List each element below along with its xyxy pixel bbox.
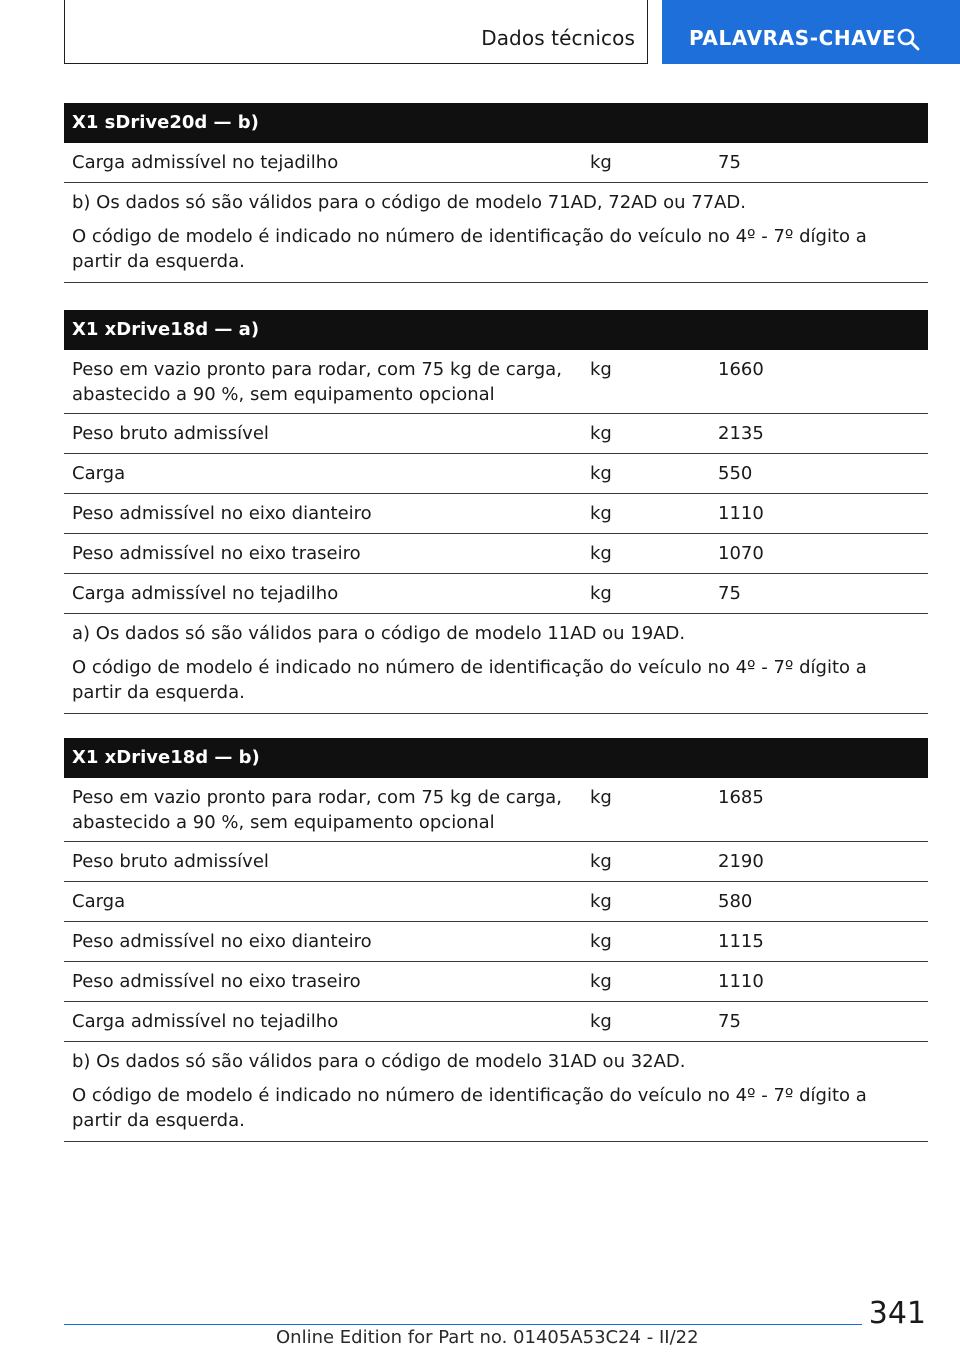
footer-divider [64, 1324, 862, 1325]
row-value: 75 [718, 1011, 741, 1032]
row-label: Carga [72, 463, 126, 484]
table-notes [64, 1042, 928, 1142]
row-unit: kg [590, 543, 612, 564]
row-label: Carga admissível no tejadilho [72, 583, 339, 604]
row-value: 2135 [718, 423, 764, 444]
table-row [64, 842, 928, 882]
note-model-code: O código de modelo é indicado no número de identificação do veículo no 4º - 7º dígito a partir da esquerda. [72, 657, 867, 703]
row-unit: kg [590, 423, 612, 444]
row-value: 1115 [718, 931, 764, 952]
note-footnote: b) Os dados só são válidos para o código de modelo 71AD, 72AD ou 77AD. [72, 192, 747, 213]
row-unit: kg [590, 583, 612, 604]
table-notes [64, 183, 928, 283]
table-title: X1 xDrive18d — a) [64, 310, 928, 350]
table-row [64, 454, 928, 494]
row-unit: kg [590, 931, 612, 952]
row-unit: kg [590, 503, 612, 524]
row-label: Peso em vazio pronto para rodar, com 75 kg de carga, abastecido a 90 %, sem equipamento opcional [72, 787, 562, 833]
row-unit: kg [590, 1011, 612, 1032]
row-label: Peso admissível no eixo traseiro [72, 543, 361, 564]
table-row [64, 143, 928, 183]
spec-table-sdrive20d-b [64, 103, 928, 283]
spec-table-xdrive18d-a [64, 310, 928, 714]
page-number: 341 [868, 1296, 926, 1331]
table-title: X1 sDrive20d — b) [64, 103, 928, 143]
row-value: 1685 [718, 787, 764, 808]
row-value: 75 [718, 583, 741, 604]
row-unit: kg [590, 787, 612, 808]
table-row [64, 922, 928, 962]
row-value: 2190 [718, 851, 764, 872]
row-label: Peso admissível no eixo dianteiro [72, 503, 372, 524]
row-label: Peso admissível no eixo dianteiro [72, 931, 372, 952]
table-row [64, 778, 928, 842]
row-label: Carga admissível no tejadilho [72, 152, 339, 173]
row-value: 1110 [718, 503, 764, 524]
row-value: 1660 [718, 359, 764, 380]
note-model-code: O código de modelo é indicado no número de identificação do veículo no 4º - 7º dígito a partir da esquerda. [72, 226, 867, 272]
note-model-code: O código de modelo é indicado no número de identificação do veículo no 4º - 7º dígito a partir da esquerda. [72, 1085, 867, 1131]
row-value: 75 [718, 152, 741, 173]
row-value: 580 [718, 891, 753, 912]
row-unit: kg [590, 891, 612, 912]
table-row [64, 1002, 928, 1042]
table-row [64, 962, 928, 1002]
table-title: X1 xDrive18d — b) [64, 738, 928, 778]
note-footnote: b) Os dados só são válidos para o código de modelo 31AD ou 32AD. [72, 1051, 686, 1072]
row-value: 550 [718, 463, 753, 484]
table-row [64, 882, 928, 922]
row-unit: kg [590, 152, 612, 173]
table-row [64, 350, 928, 414]
search-icon [896, 27, 920, 51]
row-label: Peso em vazio pronto para rodar, com 75 kg de carga, abastecido a 90 %, sem equipamento opcional [72, 359, 562, 405]
row-unit: kg [590, 463, 612, 484]
header-section-box [64, 0, 648, 64]
row-label: Peso admissível no eixo traseiro [72, 971, 361, 992]
edition-text: Online Edition for Part no. 01405A53C24 - II/22 [276, 1327, 699, 1348]
row-unit: kg [590, 851, 612, 872]
row-unit: kg [590, 971, 612, 992]
row-label: Carga admissível no tejadilho [72, 1011, 339, 1032]
table-row [64, 414, 928, 454]
keywords-button-label: PALAVRAS-CHAVE [689, 26, 897, 50]
note-footnote: a) Os dados só são válidos para o código de modelo 11AD ou 19AD. [72, 623, 686, 644]
row-value: 1070 [718, 543, 764, 564]
row-label: Carga [72, 891, 126, 912]
row-value: 1110 [718, 971, 764, 992]
spec-table-xdrive18d-b [64, 738, 928, 1142]
table-row [64, 534, 928, 574]
row-label: Peso bruto admissível [72, 423, 269, 444]
row-unit: kg [590, 359, 612, 380]
row-label: Peso bruto admissível [72, 851, 269, 872]
table-notes [64, 614, 928, 714]
section-title: Dados técnicos [481, 26, 635, 50]
table-row [64, 494, 928, 534]
table-row [64, 574, 928, 614]
keywords-button[interactable] [662, 0, 960, 64]
